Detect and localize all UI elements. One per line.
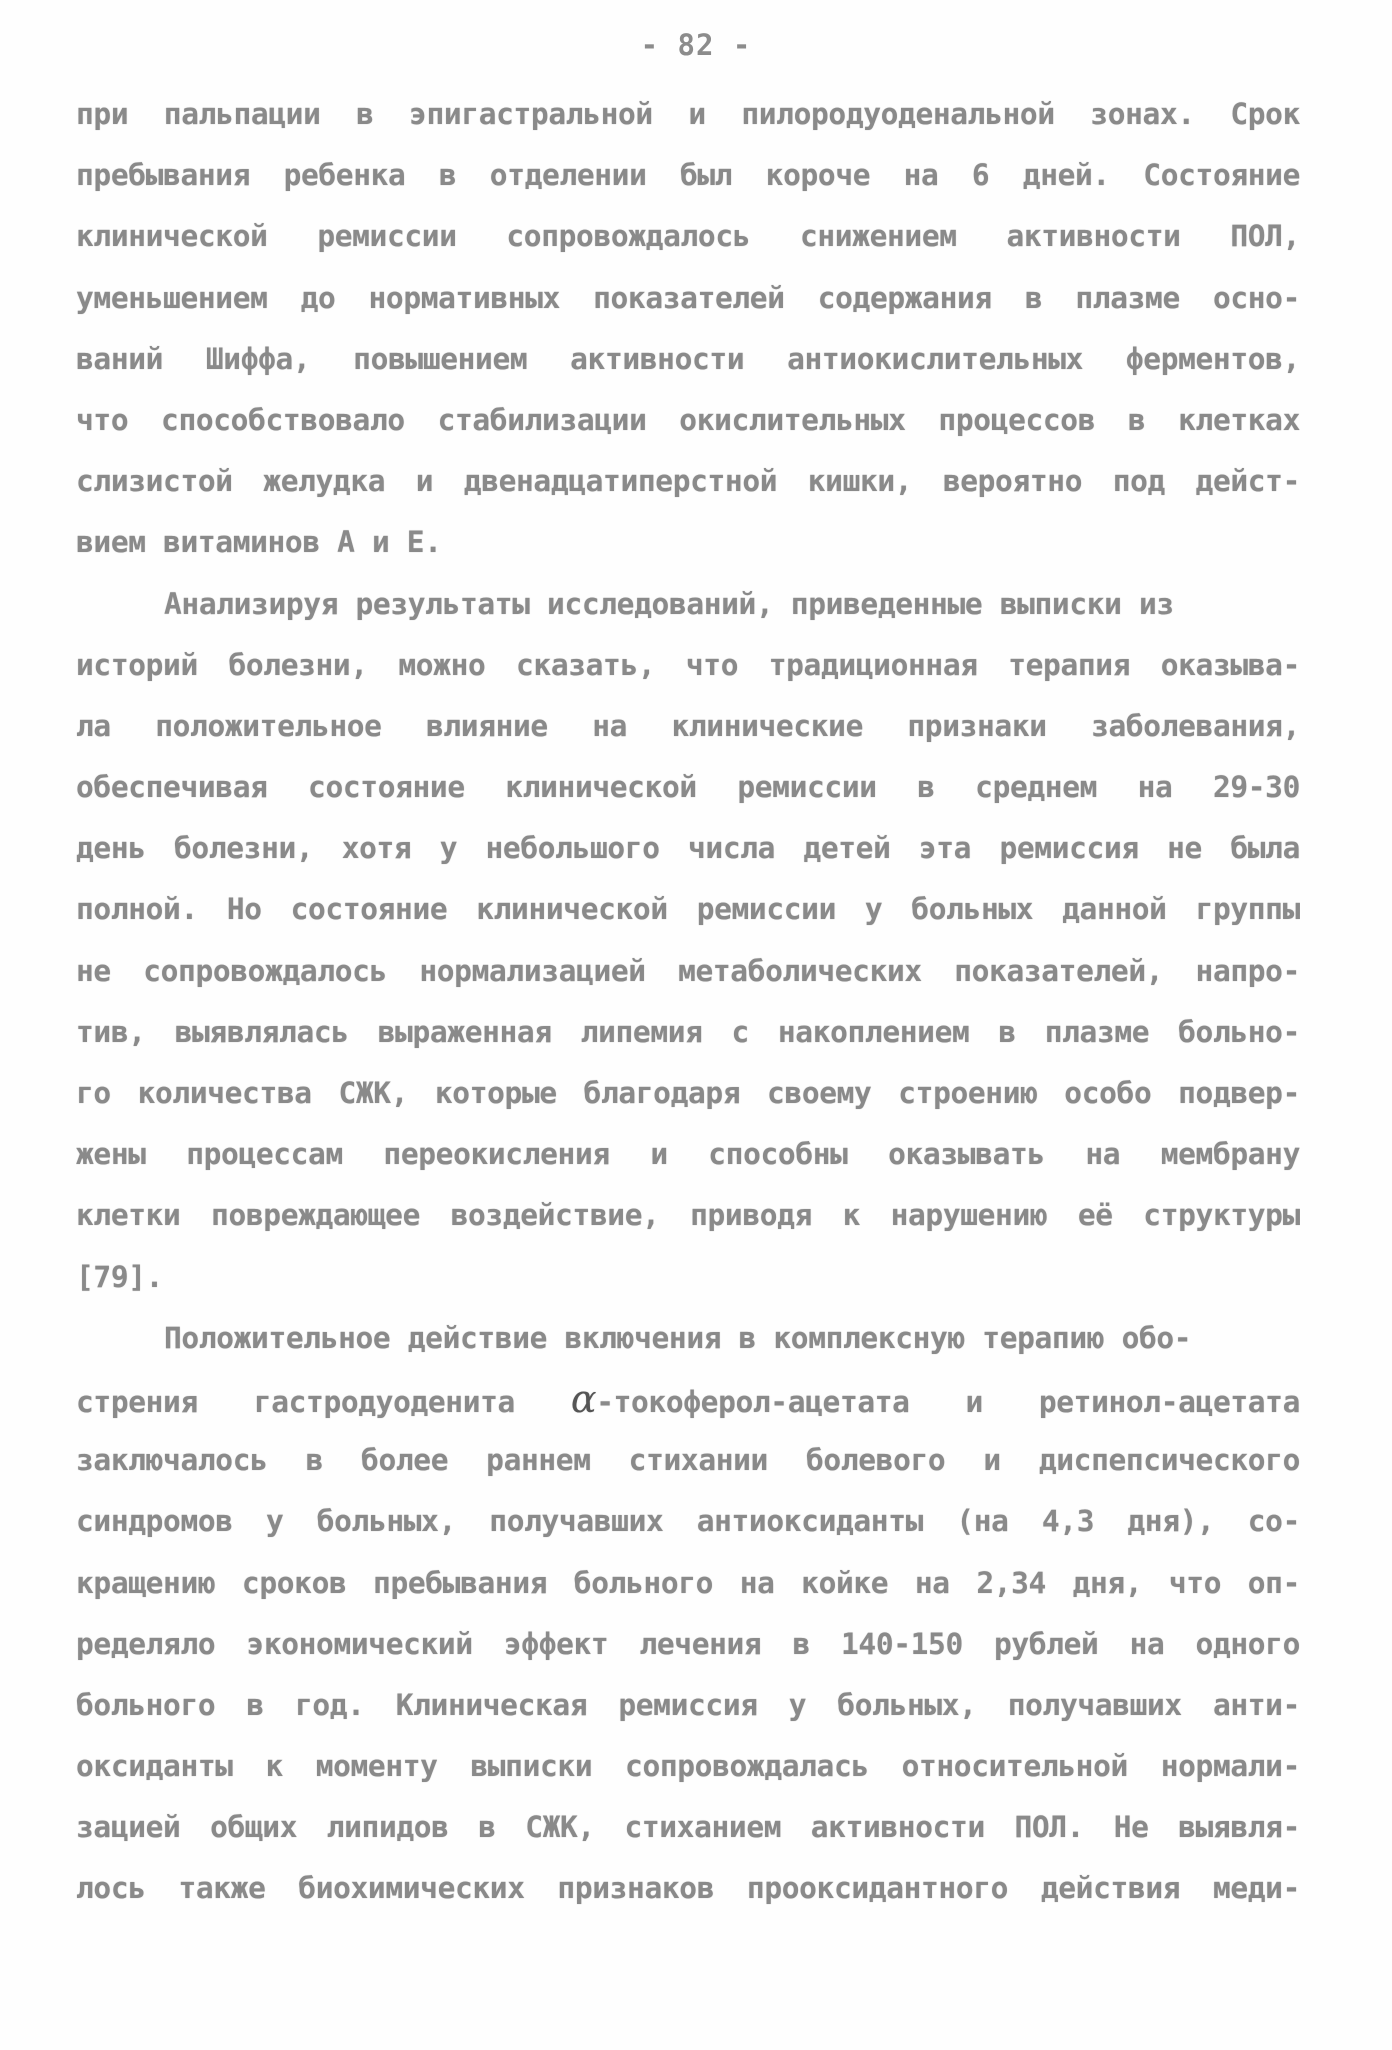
- text-line: ла положительное влияние на клинические признаки заболевания,: [76, 708, 1300, 743]
- text-line: при пальпации в эпигастральной и пилородуоденальной зонах. Срок: [76, 97, 1300, 131]
- text-line: ваний Шиффа, повышением активности антиокислительных ферментов,: [76, 341, 1300, 376]
- alpha-symbol: α: [570, 1376, 597, 1421]
- text-line: заключалось в более раннем стихании болевого и диспепсического: [76, 1443, 1300, 1478]
- text-line: уменьшением до нормативных показателей содержания в плазме осно-: [76, 280, 1300, 315]
- text-line: жены процессам переокисления и способны оказывать на мембрану: [76, 1137, 1300, 1172]
- text-line: кращению сроков пребывания больного на койке на 2,34 дня, что оп-: [76, 1565, 1300, 1600]
- text-line-with-greek: [76, 1369, 1300, 1430]
- text-line: день болезни, хотя у небольшого числа детей эта ремиссия не была: [76, 831, 1300, 866]
- text-line: не сопровождалось нормализацией метаболических показателей, напро-: [76, 953, 1300, 988]
- text-line: тив, выявлялась выраженная липемия с накоплением в плазме больно-: [76, 1014, 1300, 1049]
- reference-line: [76, 1247, 1300, 1308]
- text-line: слизистой желудка и двенадцатиперстной кишки, вероятно под дейст-: [76, 464, 1300, 499]
- text-line: ределяло экономический эффект лечения в 140-150 рублей на одного: [76, 1626, 1300, 1661]
- citation-reference: [79].: [76, 1259, 164, 1294]
- text-line: обеспечивая состояние клинической ремиссии в среднем на 29-30: [76, 770, 1300, 805]
- paragraph-start-line: Положительное действие включения в комплексную терапию обо-: [164, 1320, 1192, 1355]
- text-line: пребывания ребенка в отделении был короче на 6 дней. Состояние: [76, 158, 1300, 193]
- text-line: го количества СЖК, которые благодаря своему строению особо подвер-: [76, 1076, 1300, 1110]
- text-line: клетки повреждающее воздействие, приводя к нарушению её структуры: [76, 1198, 1300, 1233]
- text-line: вием витаминов А и Е.: [76, 525, 442, 560]
- text-segment: стрения гастродуоденита: [76, 1384, 571, 1419]
- page-number: - 82 -: [640, 28, 752, 62]
- text-segment: -токоферол-ацетата и ретинол-ацетата: [596, 1384, 1300, 1419]
- text-line: оксиданты к моменту выписки сопровождалась относительной нормали-: [76, 1749, 1300, 1784]
- text-line: полной. Но состояние клинической ремиссии у больных данной группы: [76, 892, 1300, 927]
- text-line: зацией общих липидов в СЖК, стиханием активности ПОЛ. Не выявля-: [76, 1810, 1300, 1845]
- text-line: больного в год. Клиническая ремиссия у больных, получавших анти-: [76, 1687, 1300, 1722]
- text-line: что способствовало стабилизации окислительных процессов в клетках: [76, 402, 1300, 437]
- text-line: историй болезни, можно сказать, что традиционная терапия оказыва-: [76, 647, 1300, 682]
- paragraph-start-line: Анализируя результаты исследований, приведенные выписки из: [164, 586, 1174, 621]
- text-line: клинической ремиссии сопровождалось снижением активности ПОЛ,: [76, 219, 1300, 254]
- text-line: лось также биохимических признаков прооксидантного действия меди-: [76, 1871, 1300, 1906]
- body-text: [76, 84, 1300, 1920]
- text-line: синдромов у больных, получавших антиоксиданты (на 4,3 дня), со-: [76, 1504, 1300, 1539]
